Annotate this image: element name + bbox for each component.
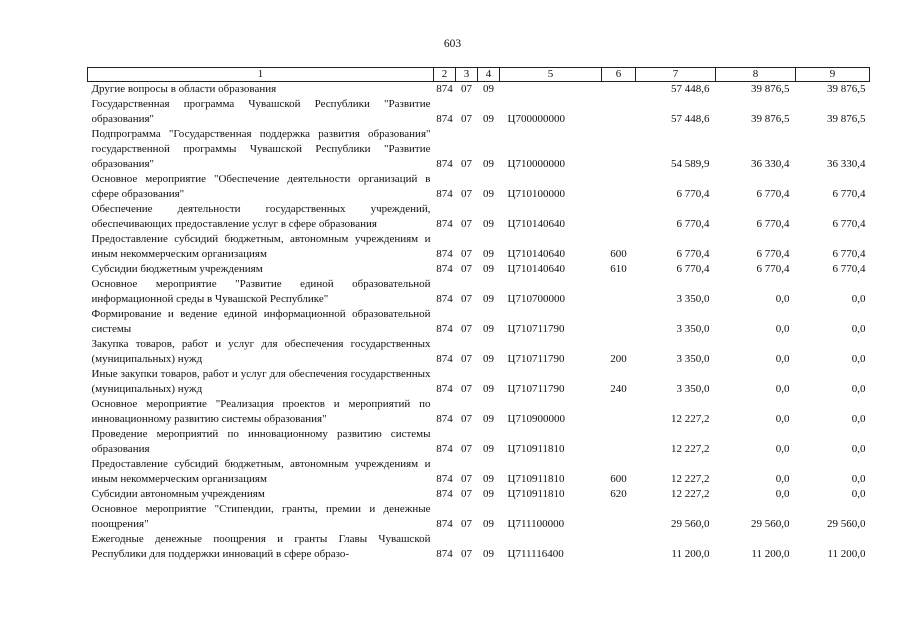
amount-col7: 6 770,4 <box>676 248 710 260</box>
code-csr: Ц710711790 <box>507 383 565 395</box>
code-rz: 07 <box>461 473 472 485</box>
amount-col8: 0,0 <box>775 473 790 485</box>
item-name: Субсидии бюджетным учреждениям <box>91 263 263 275</box>
column-header: 6 <box>602 68 636 82</box>
amount-col8: 6 770,4 <box>756 263 790 275</box>
amount-col7: 12 227,2 <box>671 488 710 500</box>
table-row <box>88 172 870 202</box>
code-gr: 874 <box>436 83 453 95</box>
code-vr: 600 <box>610 473 627 485</box>
code-gr: 874 <box>436 413 453 425</box>
code-gr: 874 <box>436 113 453 125</box>
code-gr: 874 <box>436 383 453 395</box>
table-row <box>88 397 870 427</box>
code-rz: 07 <box>461 548 472 560</box>
column-header: 5 <box>500 68 602 82</box>
code-rz: 07 <box>461 158 472 170</box>
code-vr <box>602 127 636 172</box>
amount-col7: 54 589,9 <box>671 158 710 170</box>
code-csr: Ц710911810 <box>507 488 565 500</box>
amount-col8: 6 770,4 <box>756 218 790 230</box>
amount-col8: 36 330,4 <box>751 158 790 170</box>
item-name: Ежегодные денежные поощрения и гранты Главы Чувашской Республики для поддержки инноваций в сфере образо- <box>91 533 431 560</box>
amount-col7: 57 448,6 <box>671 83 710 95</box>
amount-col9: 0,0 <box>851 293 866 305</box>
amount-col8: 0,0 <box>775 443 790 455</box>
code-vr <box>602 427 636 457</box>
amount-col8: 0,0 <box>775 488 790 500</box>
code-rz: 07 <box>461 188 472 200</box>
code-csr: Ц710911810 <box>507 473 565 485</box>
amount-col8: 0,0 <box>775 293 790 305</box>
amount-col8: 0,0 <box>775 353 790 365</box>
code-pr: 09 <box>483 293 494 305</box>
amount-col7: 6 770,4 <box>676 218 710 230</box>
item-name: Основное мероприятие "Развитие единой образовательной информационной среды в Чувашской Республике" <box>91 278 431 305</box>
code-gr: 874 <box>436 518 453 530</box>
item-name: Обеспечение деятельности государственных учреждений, обеспечивающих предоставление услуг в сфере образования <box>91 203 431 230</box>
table-row <box>88 457 870 487</box>
table-body <box>88 82 870 563</box>
code-vr <box>602 202 636 232</box>
code-csr: Ц710140640 <box>507 218 565 230</box>
code-pr: 09 <box>483 158 494 170</box>
table-row <box>88 262 870 277</box>
code-pr: 09 <box>483 248 494 260</box>
code-vr: 620 <box>610 488 627 500</box>
amount-col7: 12 227,2 <box>671 443 710 455</box>
code-pr: 09 <box>483 83 494 95</box>
item-name: Основное мероприятие "Стипендии, гранты, премии и денежные поощрения" <box>91 503 431 530</box>
table-row <box>88 487 870 502</box>
code-rz: 07 <box>461 413 472 425</box>
code-vr <box>602 397 636 427</box>
amount-col9: 0,0 <box>851 443 866 455</box>
code-vr <box>602 502 636 532</box>
code-rz: 07 <box>461 248 472 260</box>
code-csr <box>500 82 602 98</box>
code-csr: Ц700000000 <box>507 113 565 125</box>
amount-col9: 29 560,0 <box>827 518 866 530</box>
code-pr: 09 <box>483 323 494 335</box>
code-csr: Ц711100000 <box>507 518 565 530</box>
code-pr: 09 <box>483 353 494 365</box>
code-pr: 09 <box>483 218 494 230</box>
amount-col9: 0,0 <box>851 383 866 395</box>
code-vr <box>602 97 636 127</box>
item-name: Государственная программа Чувашской Республики "Развитие образования" <box>91 98 431 125</box>
amount-col7: 57 448,6 <box>671 113 710 125</box>
code-rz: 07 <box>461 83 472 95</box>
code-gr: 874 <box>436 248 453 260</box>
code-csr: Ц710711790 <box>507 353 565 365</box>
code-csr: Ц710700000 <box>507 293 565 305</box>
code-vr: 200 <box>610 353 627 365</box>
code-rz: 07 <box>461 218 472 230</box>
amount-col8: 6 770,4 <box>756 188 790 200</box>
column-header: 7 <box>636 68 716 82</box>
code-rz: 07 <box>461 353 472 365</box>
code-gr: 874 <box>436 548 453 560</box>
code-csr: Ц710000000 <box>507 158 565 170</box>
item-name: Иные закупки товаров, работ и услуг для обеспечения государственных (муниципальных) нужд <box>91 368 431 395</box>
amount-col9: 6 770,4 <box>832 218 866 230</box>
code-vr: 600 <box>610 248 627 260</box>
amount-col9: 11 200,0 <box>827 548 866 560</box>
item-name: Другие вопросы в области образования <box>91 83 277 95</box>
code-pr: 09 <box>483 473 494 485</box>
amount-col8: 11 200,0 <box>751 548 790 560</box>
code-rz: 07 <box>461 263 472 275</box>
code-csr: Ц710140640 <box>507 263 565 275</box>
code-rz: 07 <box>461 323 472 335</box>
code-gr: 874 <box>436 218 453 230</box>
amount-col9: 0,0 <box>851 413 866 425</box>
code-csr: Ц710900000 <box>507 413 565 425</box>
budget-table <box>87 67 870 562</box>
amount-col9: 39 876,5 <box>827 113 866 125</box>
amount-col7: 3 350,0 <box>676 293 710 305</box>
table-row <box>88 127 870 172</box>
column-header: 8 <box>716 68 796 82</box>
amount-col8: 0,0 <box>775 413 790 425</box>
amount-col7: 6 770,4 <box>676 263 710 275</box>
item-name: Проведение мероприятий по инновационному развитию системы образования <box>91 428 431 455</box>
code-pr: 09 <box>483 263 494 275</box>
table-row <box>88 427 870 457</box>
code-rz: 07 <box>461 488 472 500</box>
code-vr <box>602 532 636 562</box>
table-row <box>88 337 870 367</box>
amount-col9: 0,0 <box>851 353 866 365</box>
code-gr: 874 <box>436 353 453 365</box>
code-vr <box>602 172 636 202</box>
code-rz: 07 <box>461 113 472 125</box>
code-gr: 874 <box>436 473 453 485</box>
column-header: 2 <box>434 68 456 82</box>
amount-col7: 29 560,0 <box>671 518 710 530</box>
amount-col8: 39 876,5 <box>751 113 790 125</box>
table-row <box>88 307 870 337</box>
code-gr: 874 <box>436 488 453 500</box>
amount-col7: 3 350,0 <box>676 323 710 335</box>
table-row <box>88 277 870 307</box>
amount-col7: 12 227,2 <box>671 473 710 485</box>
amount-col9: 0,0 <box>851 488 866 500</box>
table-row <box>88 502 870 532</box>
amount-col8: 6 770,4 <box>756 248 790 260</box>
item-name: Закупка товаров, работ и услуг для обеспечения государственных (муниципальных) нужд <box>91 338 431 365</box>
column-header: 3 <box>456 68 478 82</box>
code-csr: Ц710911810 <box>507 443 565 455</box>
amount-col9: 39 876,5 <box>827 83 866 95</box>
amount-col8: 0,0 <box>775 323 790 335</box>
amount-col9: 0,0 <box>851 473 866 485</box>
code-csr: Ц710711790 <box>507 323 565 335</box>
table-row <box>88 367 870 397</box>
code-pr: 09 <box>483 113 494 125</box>
page-number: 603 <box>443 38 462 50</box>
column-header: 9 <box>796 68 870 82</box>
code-gr: 874 <box>436 443 453 455</box>
code-rz: 07 <box>461 293 472 305</box>
amount-col7: 3 350,0 <box>676 353 710 365</box>
code-vr <box>602 82 636 98</box>
code-vr <box>602 277 636 307</box>
table-row <box>88 532 870 562</box>
code-csr: Ц710140640 <box>507 248 565 260</box>
item-name: Субсидии автономным учреждениям <box>91 488 265 500</box>
amount-col9: 6 770,4 <box>832 188 866 200</box>
code-pr: 09 <box>483 383 494 395</box>
code-pr: 09 <box>483 443 494 455</box>
amount-col7: 6 770,4 <box>676 188 710 200</box>
table-row <box>88 82 870 98</box>
item-name: Основное мероприятие "Реализация проектов и мероприятий по инновационному развитию системы образования" <box>91 398 431 425</box>
amount-col7: 3 350,0 <box>676 383 710 395</box>
table-row <box>88 232 870 262</box>
code-gr: 874 <box>436 188 453 200</box>
code-rz: 07 <box>461 518 472 530</box>
code-vr: 240 <box>610 383 627 395</box>
amount-col8: 39 876,5 <box>751 83 790 95</box>
code-pr: 09 <box>483 488 494 500</box>
code-csr: Ц711116400 <box>507 548 564 560</box>
code-pr: 09 <box>483 548 494 560</box>
item-name: Предоставление субсидий бюджетным, автономным учреждениям и иным некоммерческим организациям <box>91 458 431 485</box>
amount-col8: 29 560,0 <box>751 518 790 530</box>
header-row <box>88 68 870 82</box>
amount-col7: 11 200,0 <box>671 548 710 560</box>
amount-col9: 36 330,4 <box>827 158 866 170</box>
code-vr: 610 <box>610 263 627 275</box>
code-pr: 09 <box>483 518 494 530</box>
column-header: 1 <box>88 68 434 82</box>
item-name: Подпрограмма "Государственная поддержка развития образования" государственной программы Чувашской Республики "Развитие образования" <box>91 128 431 170</box>
item-name: Формирование и ведение единой информационной образовательной системы <box>91 308 431 335</box>
column-header: 4 <box>478 68 500 82</box>
code-rz: 07 <box>461 383 472 395</box>
item-name: Предоставление субсидий бюджетным, автономным учреждениям и иным некоммерческим организациям <box>91 233 431 260</box>
code-gr: 874 <box>436 293 453 305</box>
table-row <box>88 202 870 232</box>
code-gr: 874 <box>436 158 453 170</box>
amount-col7: 12 227,2 <box>671 413 710 425</box>
code-gr: 874 <box>436 323 453 335</box>
amount-col9: 6 770,4 <box>832 263 866 275</box>
item-name: Основное мероприятие "Обеспечение деятельности организаций в сфере образования" <box>91 173 431 200</box>
code-pr: 09 <box>483 413 494 425</box>
code-vr <box>602 307 636 337</box>
code-rz: 07 <box>461 443 472 455</box>
code-csr: Ц710100000 <box>507 188 565 200</box>
amount-col9: 6 770,4 <box>832 248 866 260</box>
code-gr: 874 <box>436 263 453 275</box>
code-pr: 09 <box>483 188 494 200</box>
amount-col9: 0,0 <box>851 323 866 335</box>
amount-col8: 0,0 <box>775 383 790 395</box>
table-row <box>88 97 870 127</box>
